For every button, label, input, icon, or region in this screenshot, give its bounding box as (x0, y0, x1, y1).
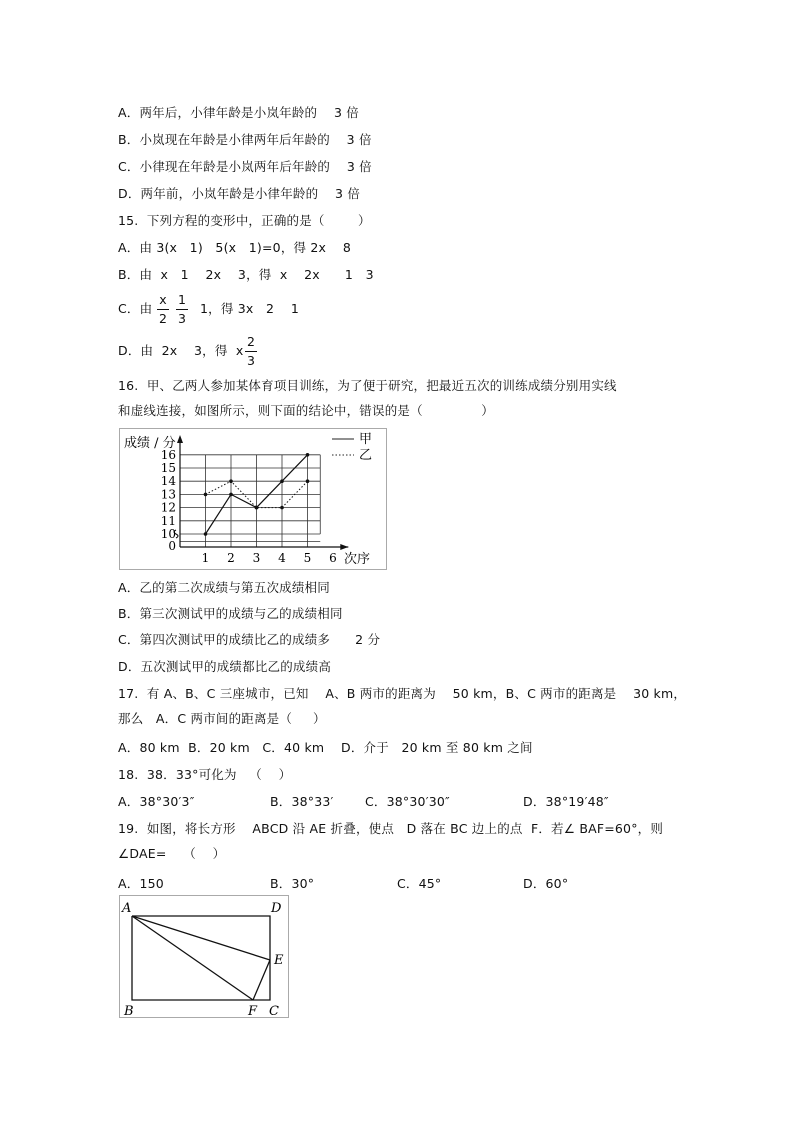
q14-option-a: A．两年后，小律年龄是小岚年龄的 3 倍 (118, 105, 359, 120)
q15-stem: 15. 下列方程的变形中，正确的是（ ） (118, 213, 371, 228)
data-point (204, 493, 208, 497)
q18-option-c: C．38°30′30″ (365, 794, 450, 809)
q15-c-frac2-bar (176, 309, 188, 310)
q15-option-a: A．由 3(x 1) 5(x 1)=0，得 2x 8 (118, 240, 351, 255)
q17-stem-line1: 17. 有 A、B、C 三座城市，已知 A、B 两市的距离为 50 km，B、C 两市的距离是 30 km， (118, 686, 687, 701)
segment-ae (132, 916, 270, 960)
q14-option-d: D．两年前，小岚年龄是小律年龄的 3 倍 (118, 186, 361, 201)
label-a: A (122, 901, 132, 916)
data-point (280, 506, 284, 510)
q15-option-c-prefix: C．由 (118, 301, 153, 316)
chart-ylabel: 成绩 / 分 (124, 436, 176, 451)
x-tick-label: 1 (201, 551, 210, 565)
data-point (229, 479, 233, 483)
score-line-chart (120, 429, 386, 569)
label-f: F (248, 1004, 258, 1017)
x-tick-label: 5 (303, 551, 312, 565)
q15-c-frac2-num: 1 (178, 292, 186, 307)
q18-option-b: B．38°33′ (270, 794, 334, 809)
y-axis-arrow (177, 435, 183, 443)
label-c: C (269, 1004, 279, 1017)
q18-option-d: D．38°19′48″ (523, 794, 609, 809)
q15-option-c-suffix: 1，得 3x 2 1 (200, 301, 299, 316)
q15-c-frac1-den: 2 (159, 311, 167, 326)
q15-c-frac2-den: 3 (178, 311, 186, 326)
y-tick-label: 12 (160, 500, 176, 515)
chart-frame (119, 428, 387, 570)
q16-option-c: C．第四次测试甲的成绩比乙的成绩多 2 分 (118, 632, 381, 647)
label-b: B (124, 1004, 134, 1017)
data-point (306, 453, 310, 457)
y-tick-label: 11 (160, 513, 176, 528)
q15-d-frac-num: 2 (247, 334, 255, 349)
q15-c-frac1-bar (157, 309, 169, 310)
q18-option-a: A．38°30′3″ (118, 794, 195, 809)
q16-option-d: D．五次测试甲的成绩都比乙的成绩高 (118, 659, 332, 674)
x-axis-arrow (340, 544, 348, 550)
q16-option-b: B．第三次测试甲的成绩与乙的成绩相同 (118, 606, 343, 621)
q15-d-frac-den: 3 (247, 353, 255, 368)
q18-stem: 18. 38．33°可化为 （ ） (118, 767, 292, 782)
q16-option-a: A．乙的第二次成绩与第五次成绩相同 (118, 580, 330, 595)
q15-option-d-prefix: D．由 2x 3，得 x (118, 343, 244, 358)
q15-option-b: B．由 x 1 2x 3，得 x 2x 1 3 (118, 267, 374, 282)
y-tick-label: 0 (168, 539, 176, 553)
y-tick-label: 13 (160, 487, 176, 502)
q14-option-b: B．小岚现在年龄是小律两年后年龄的 3 倍 (118, 132, 372, 147)
data-point (204, 532, 208, 536)
q15-c-frac1-num: x (159, 292, 167, 307)
data-point (280, 479, 284, 483)
q14-option-c: C．小律现在年龄是小岚两年后年龄的 3 倍 (118, 159, 372, 174)
x-tick-label: 4 (278, 551, 286, 565)
rectangle-abcd (132, 916, 270, 1000)
data-point (229, 493, 233, 497)
q19-option-b: B．30° (270, 876, 315, 891)
data-point (306, 479, 310, 483)
segment-fe (253, 960, 270, 1000)
q17-stem-line2: 那么 A．C 两市间的距离是（ ） (118, 711, 326, 726)
rectangle-fold-figure (120, 896, 288, 1017)
q19-stem-line1: 19. 如图，将长方形 ABCD 沿 AE 折叠，使点 D 落在 BC 边上的点 F．若∠ BAF=60°，则 (118, 821, 664, 836)
x-tick-label: 3 (252, 551, 261, 565)
x-tick-label: 2 (227, 551, 235, 565)
q16-stem-line2: 和虚线连接，如图所示，则下面的结论中，错误的是（ ） (118, 403, 494, 418)
rectangle-fold-figure-frame (119, 895, 289, 1018)
segment-af (132, 916, 253, 1000)
q15-d-frac-bar (245, 351, 257, 352)
label-e: E (274, 953, 284, 968)
q19-option-c: C．45° (397, 876, 442, 891)
y-tick-label: 14 (160, 474, 176, 489)
chart-axes (174, 435, 348, 550)
legend-dotted-label: 乙 (359, 448, 373, 463)
y-tick-label: 15 (160, 461, 176, 475)
legend-solid-label: 甲 (359, 432, 373, 447)
x-tick-label: 6 (329, 551, 337, 565)
q19-option-a: A．150 (118, 876, 164, 891)
q17-options: A．80 km B．20 km C．40 km D．介于 20 km 至 80 km 之间 (118, 740, 533, 755)
q19-stem-line2: ∠DAE= （ ） (118, 846, 226, 861)
q16-stem-line1: 16. 甲、乙两人参加某体育项目训练，为了便于研究，把最近五次的训练成绩分别用实线 (118, 378, 617, 393)
y-tick-label: 16 (160, 447, 176, 462)
y-tick-label: 10 (160, 527, 176, 541)
chart-xlabel: 次序 (344, 552, 371, 567)
q19-option-d: D．60° (523, 876, 569, 891)
label-d: D (271, 901, 282, 916)
data-point (255, 506, 259, 510)
